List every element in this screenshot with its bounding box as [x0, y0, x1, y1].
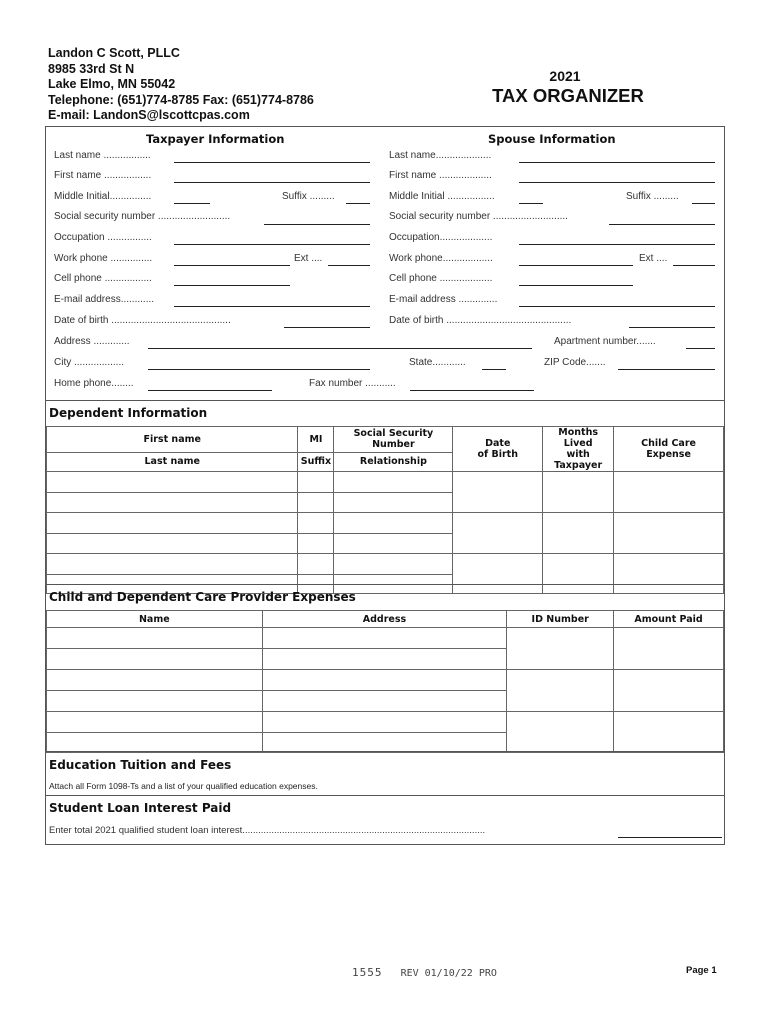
spouse-mi-field[interactable]: [519, 203, 543, 204]
provider-row[interactable]: [47, 628, 724, 649]
spouse-heading: Spouse Information: [488, 132, 616, 146]
state-field[interactable]: [482, 369, 506, 370]
col-suffix: Suffix: [298, 452, 334, 471]
spouse-occupation-label: Occupation...................: [389, 232, 493, 243]
taxpayer-email-label: E-mail address............: [54, 294, 155, 305]
taxpayer-occupation-field[interactable]: [174, 244, 370, 245]
firm-street: 8985 33rd St N: [48, 61, 135, 76]
care-provider-section: [45, 584, 725, 752]
spouse-email-field[interactable]: [519, 306, 715, 307]
address-label: Address .............: [54, 336, 130, 347]
taxpayer-mi-field[interactable]: [174, 203, 210, 204]
spouse-first-name-label: First name ...................: [389, 170, 492, 181]
taxpayer-first-name-label: First name .................: [54, 170, 152, 181]
provider-row[interactable]: [47, 712, 724, 733]
taxpayer-cell-phone-field[interactable]: [174, 285, 290, 286]
city-field[interactable]: [148, 369, 370, 370]
spouse-work-phone-label: Work phone..................: [389, 253, 493, 264]
spouse-dob-field[interactable]: [629, 327, 715, 328]
col-relationship: Relationship: [334, 452, 453, 471]
city-label: City ..................: [54, 357, 125, 368]
firm-email: E-mail: LandonS@lscottcpas.com: [48, 108, 250, 122]
student-loan-label: Enter total 2021 qualified student loan interest............................................................................................: [49, 825, 486, 836]
spouse-ext-field[interactable]: [673, 265, 715, 266]
education-title: Education Tuition and Fees: [49, 758, 232, 772]
provider-row[interactable]: [47, 670, 724, 691]
col-months-lived: Months Lived with Taxpayer: [543, 427, 614, 472]
page-title: TAX ORGANIZER: [492, 85, 644, 106]
taxpayer-work-phone-label: Work phone ...............: [54, 253, 153, 264]
home-phone-field[interactable]: [148, 390, 272, 391]
col-amount-paid: Amount Paid: [614, 611, 724, 628]
spouse-ssn-label: Social security number ...........................: [389, 211, 568, 222]
dependent-row[interactable]: [47, 472, 724, 493]
col-provider-address: Address: [262, 611, 507, 628]
taxpayer-first-name-field[interactable]: [174, 182, 370, 183]
state-label: State............: [409, 357, 466, 368]
fax-label: Fax number ...........: [309, 378, 396, 389]
col-child-care: Child Care Expense: [614, 427, 724, 472]
spouse-cell-phone-label: Cell phone ...................: [389, 273, 493, 284]
col-provider-name: Name: [47, 611, 263, 628]
care-provider-table: [46, 610, 724, 753]
dependent-row[interactable]: [47, 513, 724, 534]
taxpayer-ext-field[interactable]: [328, 265, 370, 266]
spouse-mi-label: Middle Initial .................: [389, 191, 495, 202]
education-section: [45, 751, 725, 796]
spouse-last-name-field[interactable]: [519, 162, 715, 163]
taxpayer-last-name-label: Last name .................: [54, 150, 151, 161]
spouse-cell-phone-field[interactable]: [519, 285, 633, 286]
spouse-ssn-field[interactable]: [609, 224, 715, 225]
fax-field[interactable]: [410, 390, 534, 391]
spouse-occupation-field[interactable]: [519, 244, 715, 245]
address-field[interactable]: [148, 348, 532, 349]
taxpayer-dob-field[interactable]: [284, 327, 370, 328]
spouse-dob-label: Date of birth .............................................: [389, 315, 572, 326]
revision-code: REV 01/10/22 PRO: [400, 968, 497, 979]
dependent-section: [45, 400, 725, 585]
dependent-section-title: Dependent Information: [49, 406, 208, 420]
dependent-row[interactable]: [47, 554, 724, 575]
education-note: Attach all Form 1098-Ts and a list of your qualified education expenses.: [49, 781, 318, 791]
home-phone-label: Home phone........: [54, 378, 134, 389]
taxpayer-ext-label: Ext ....: [294, 253, 323, 264]
student-loan-section: [45, 795, 725, 845]
zip-label: ZIP Code.......: [544, 357, 606, 368]
taxpayer-ssn-field[interactable]: [264, 224, 370, 225]
student-loan-title: Student Loan Interest Paid: [49, 801, 232, 815]
col-provider-id: ID Number: [507, 611, 614, 628]
taxpayer-work-phone-field[interactable]: [174, 265, 290, 266]
student-loan-amount-field[interactable]: [618, 837, 722, 838]
col-last-name: Last name: [47, 452, 298, 471]
apartment-field[interactable]: [686, 348, 715, 349]
col-ssn: Social Security Number: [334, 427, 453, 453]
page-number: Page 1: [686, 965, 717, 976]
dependent-table: [46, 426, 724, 594]
firm-name: Landon C Scott, PLLC: [48, 46, 180, 60]
apartment-label: Apartment number.......: [554, 336, 656, 347]
zip-field[interactable]: [618, 369, 715, 370]
taxpayer-heading: Taxpayer Information: [146, 132, 285, 146]
taxpayer-last-name-field[interactable]: [174, 162, 370, 163]
spouse-ext-label: Ext ....: [639, 253, 668, 264]
personal-info-section: [45, 126, 725, 401]
tax-year: 2021: [549, 68, 581, 84]
firm-contact-block: [48, 46, 314, 124]
care-provider-title: Child and Dependent Care Provider Expenses: [49, 590, 356, 604]
spouse-suffix-label: Suffix .........: [626, 191, 679, 202]
spouse-last-name-label: Last name....................: [389, 150, 492, 161]
col-mi: MI: [298, 427, 334, 453]
col-dob: Date of Birth: [453, 427, 543, 472]
taxpayer-suffix-field[interactable]: [346, 203, 370, 204]
firm-city: Lake Elmo, MN 55042: [48, 77, 176, 91]
taxpayer-suffix-label: Suffix .........: [282, 191, 335, 202]
taxpayer-dob-label: Date of birth ...........................................: [54, 315, 231, 326]
taxpayer-cell-phone-label: Cell phone .................: [54, 273, 152, 284]
spouse-email-label: E-mail address ..............: [389, 294, 498, 305]
taxpayer-occupation-label: Occupation ................: [54, 232, 152, 243]
form-number: 1555: [352, 966, 383, 979]
spouse-work-phone-field[interactable]: [519, 265, 633, 266]
spouse-suffix-field[interactable]: [692, 203, 715, 204]
taxpayer-ssn-label: Social security number ..........................: [54, 211, 231, 222]
col-first-name: First name: [47, 427, 298, 453]
firm-phone-fax: Telephone: (651)774-8785 Fax: (651)774-8786: [48, 92, 314, 107]
form-revision: [352, 966, 497, 979]
taxpayer-mi-label: Middle Initial...............: [54, 191, 152, 202]
spouse-first-name-field[interactable]: [519, 182, 715, 183]
taxpayer-email-field[interactable]: [174, 306, 370, 307]
